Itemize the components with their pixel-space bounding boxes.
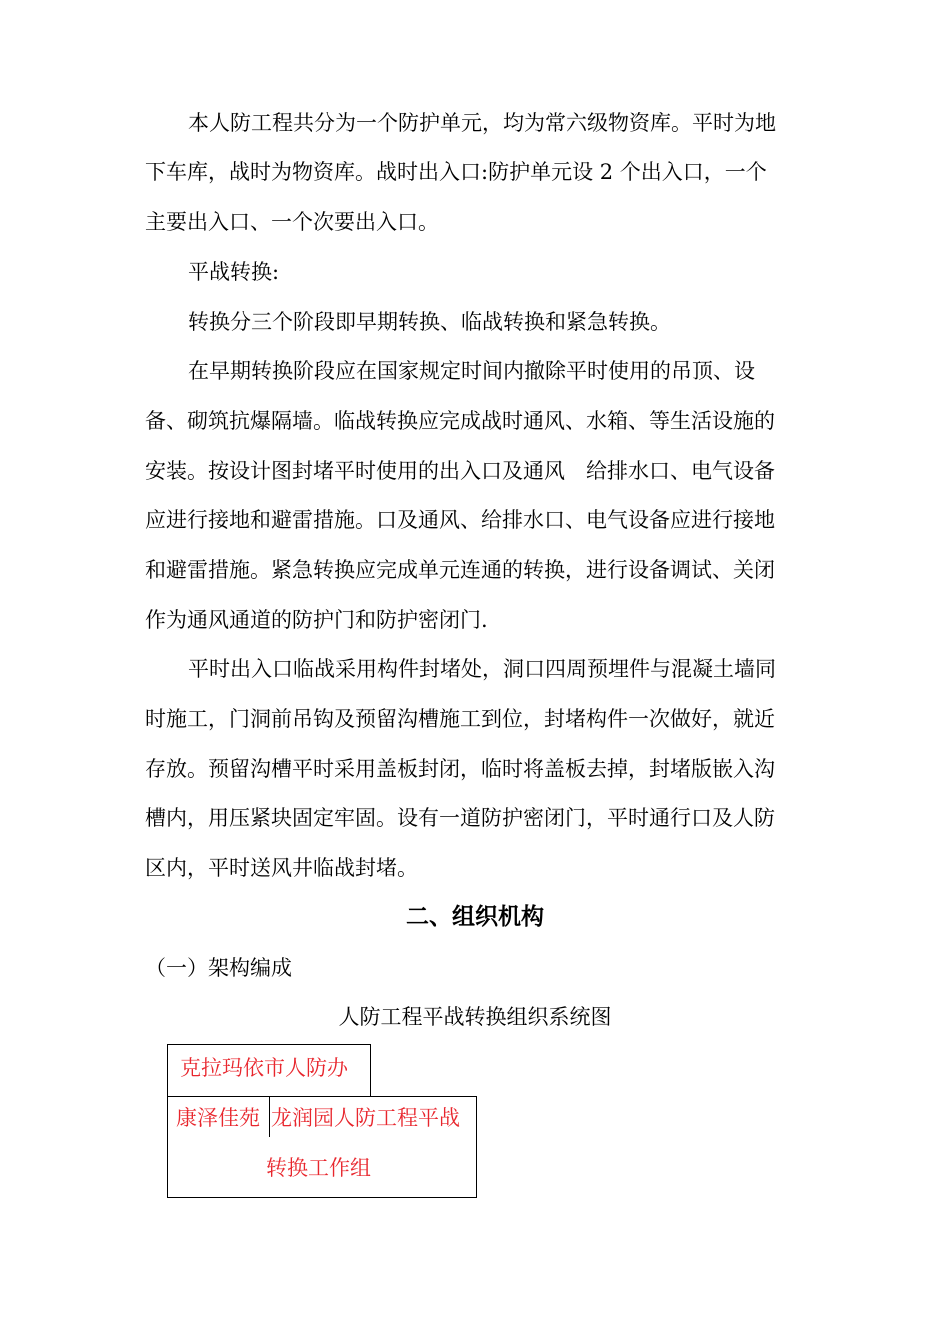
paragraph-2-line-1: 平战转换: [188,260,280,284]
org-chart-bottom-box-line1-right: 龙润园人防工程平战 [271,1106,460,1130]
paragraph-5-line-2: 时施工，门洞前吊钩及预留沟槽施工到位，封堵构件一次做好，就近 [145,707,775,731]
paragraph-4-line-4: 应进行接地和避雷措施。口及通风、给排水口、电气设备应进行接地 [145,508,775,532]
paragraph-4-line-2: 备、砌筑抗爆隔墙。临战转换应完成战时通风、水箱、等生活设施的 [145,409,775,433]
paragraph-1-line-1: 本人防工程共分为一个防护单元，均为常六级物资库。平时为地 [188,111,776,135]
org-chart-bottom-box-line2: 转换工作组 [266,1156,371,1180]
figure-caption: 人防工程平战转换组织系统图 [338,1005,612,1029]
org-chart-bottom-box-line1-left: 康泽佳苑 [176,1106,260,1130]
section-heading: 二、组织机构 [406,903,544,930]
paragraph-5-line-3: 存放。预留沟槽平时采用盖板封闭，临时将盖板去掉，封堵版嵌入沟 [145,757,775,781]
paragraph-5-line-4: 槽内，用压紧块固定牢固。设有一道防护密闭门，平时通行口及人防 [145,806,775,830]
paragraph-4-line-3: 安装。按设计图封堵平时使用的出入口及通风 给排水口、电气设备 [145,459,775,483]
paragraph-4-line-1: 在早期转换阶段应在国家规定时间内撤除平时使用的吊顶、设 [188,359,755,383]
org-chart-connector-line [269,1097,270,1137]
paragraph-5-line-1: 平时出入口临战采用构件封堵处，洞口四周预埋件与混凝土墙同 [188,657,776,681]
paragraph-1-line-2: 下车库，战时为物资库。战时出入口:防护单元设 2 个出入口，一个 [145,160,767,184]
paragraph-3-line-1: 转换分三个阶段即早期转换、临战转换和紧急转换。 [188,310,671,334]
paragraph-5-line-5: 区内，平时送风井临战封堵。 [145,856,418,880]
paragraph-4-line-5: 和避雷措施。紧急转换应完成单元连通的转换，进行设备调试、关闭 [145,558,775,582]
paragraph-1-line-3: 主要出入口、一个次要出入口。 [145,210,439,234]
paragraph-4-line-6: 作为通风通道的防护门和防护密闭门. [145,608,488,632]
subsection-heading: （一）架构编成 [145,956,292,980]
org-chart-top-box-label: 克拉玛依市人防办 [180,1056,348,1080]
